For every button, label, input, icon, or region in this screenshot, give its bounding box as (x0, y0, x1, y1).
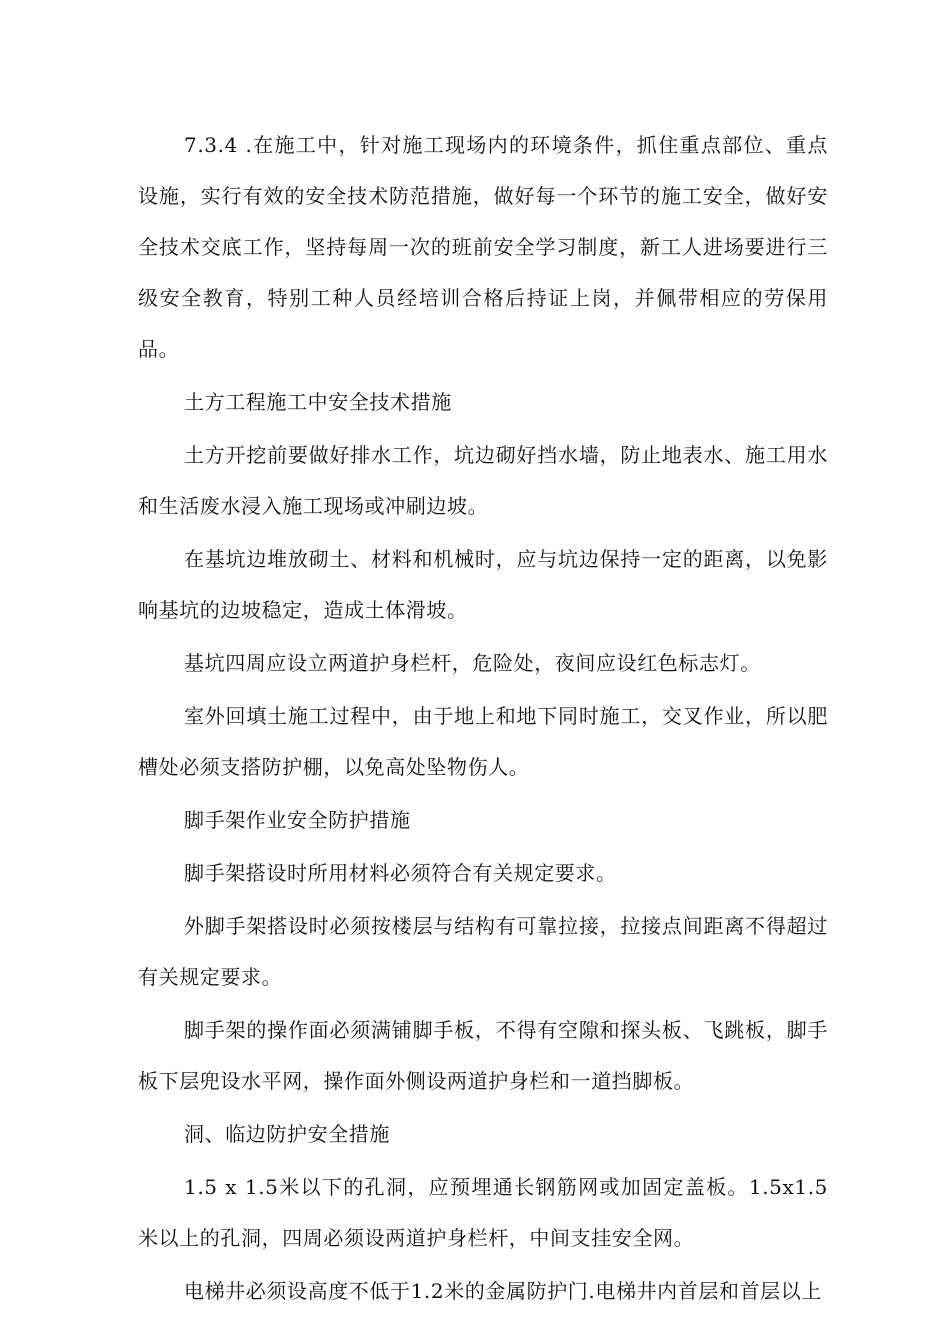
paragraph-pit-railings: 基坑四周应设立两道护身栏杆，危险处，夜间应设红色标志灯。 (184, 651, 761, 675)
section-heading-earthwork: 土方工程施工中安全技术措施 (184, 390, 452, 414)
paragraph-holes: 1.5 x 1.5米以下的孔洞，应预埋通长钢筋网或加固定盖板。1.5x1.5米以上的孔洞，四周必须设两道护身栏杆，中间支挂安全网。 (138, 1175, 828, 1250)
section-heading-scaffolding: 脚手架作业安全防护措施 (184, 808, 411, 832)
paragraph-backfill: 室外回填土施工过程中，由于地上和地下同时施工，交叉作业，所以肥槽处必须支搭防护棚，以免高处坠物伤人。 (138, 704, 828, 779)
paragraph-scaffold-ties: 外脚手架搭设时必须按楼层与结构有可靠拉接，拉接点间距离不得超过有关规定要求。 (138, 914, 828, 989)
paragraph-safety-measures: 7.3.4 .在施工中，针对施工现场内的环境条件，抓住重点部位、重点设施，实行有效的安全技术防范措施，做好每一个环节的施工安全，做好安全技术交底工作，坚持每周一次的班前安全学习制度，新工人进场要进行三级安全教育，特别工种人员经培训合格后持证上岗，并佩带相应的劳保用品。 (138, 133, 828, 361)
paragraph-pit-edge-storage: 在基坑边堆放砌土、材料和机械时，应与坑边保持一定的距离，以免影响基坑的边坡稳定，造成土体滑坡。 (138, 547, 828, 622)
paragraph-drainage: 土方开挖前要做好排水工作，坑边砌好挡水墙，防止地表水、施工用水和生活废水浸入施工现场或冲刷边坡。 (138, 443, 828, 518)
paragraph-scaffold-materials: 脚手架搭设时所用材料必须符合有关规定要求。 (184, 861, 617, 885)
section-heading-openings: 洞、临边防护安全措施 (184, 1122, 390, 1146)
paragraph-elevator-shaft: 电梯井必须设高度不低于1.2米的金属防护门.电梯井内首层和首层以上 (184, 1279, 822, 1303)
paragraph-scaffold-boards: 脚手架的操作面必须满铺脚手板，不得有空隙和探头板、飞跳板，脚手板下层兜设水平网，操作面外侧设两道护身栏和一道挡脚板。 (138, 1018, 828, 1093)
document-body (138, 120, 828, 1319)
